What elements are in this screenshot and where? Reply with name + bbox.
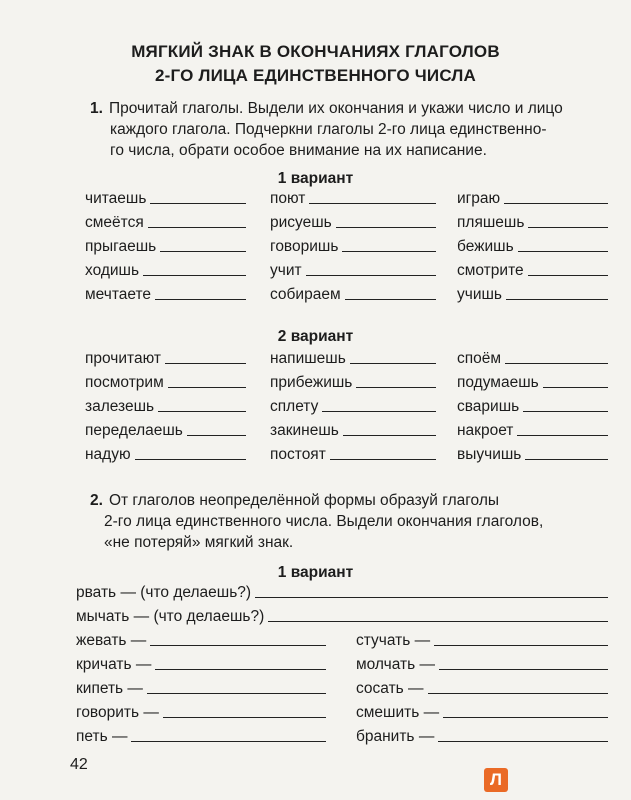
word-with-blank — [270, 238, 436, 256]
verb-word: учит — [270, 262, 302, 279]
verb-word: сплету — [270, 398, 319, 415]
verb-word: учишь — [457, 286, 502, 303]
answer-blank[interactable] — [345, 298, 436, 300]
verb-word: закинешь — [270, 422, 339, 439]
word-with-blank — [457, 398, 608, 416]
verb-word: смотрите — [457, 262, 524, 279]
word-with-blank — [356, 728, 608, 746]
word-with-blank — [76, 656, 326, 674]
answer-blank[interactable] — [518, 250, 608, 252]
answer-blank[interactable] — [135, 458, 246, 460]
verb-word: рисуешь — [270, 214, 332, 231]
word-with-blank — [85, 350, 246, 368]
task-2-variant-heading: 1 вариант — [277, 564, 354, 581]
word-with-blank — [270, 214, 436, 232]
answer-blank[interactable] — [165, 362, 246, 364]
verb-word: мычать — (что делаешь?) — [76, 608, 265, 625]
task-1-instructions — [90, 98, 610, 161]
verb-word: подумаешь — [457, 374, 539, 391]
verb-word: постоят — [270, 446, 326, 463]
verb-word: выучишь — [457, 446, 522, 463]
word-with-blank — [457, 286, 608, 304]
answer-blank[interactable] — [158, 410, 246, 412]
verb-word: прыгаешь — [85, 238, 157, 255]
page-title-line-2: 2-ГО ЛИЦА ЕДИНСТВЕННОГО ЧИСЛА — [155, 66, 476, 85]
answer-blank[interactable] — [342, 250, 436, 252]
answer-blank[interactable] — [528, 226, 608, 228]
word-with-blank — [76, 680, 326, 698]
answer-blank[interactable] — [356, 386, 436, 388]
word-with-blank — [356, 680, 608, 698]
word-with-blank — [457, 374, 608, 392]
verb-word: сосать — — [356, 680, 424, 697]
answer-blank[interactable] — [443, 716, 608, 718]
verb-word: говоришь — [270, 238, 339, 255]
answer-blank[interactable] — [438, 740, 608, 742]
answer-blank[interactable] — [523, 410, 608, 412]
word-with-blank — [85, 262, 246, 280]
verb-word: говорить — — [76, 704, 159, 721]
answer-blank[interactable] — [543, 386, 608, 388]
word-with-blank — [270, 446, 436, 464]
task-text-line: От глаголов неопределённой формы образуй глаголы — [108, 492, 500, 509]
verb-word: молчать — — [356, 656, 435, 673]
answer-blank[interactable] — [160, 250, 246, 252]
verb-word: жевать — — [76, 632, 147, 649]
word-with-blank — [85, 374, 246, 392]
answer-blank[interactable] — [350, 362, 436, 364]
word-with-blank — [270, 262, 436, 280]
word-with-blank — [85, 238, 246, 256]
verb-word: играю — [457, 190, 501, 207]
answer-blank[interactable] — [150, 644, 326, 646]
verb-word: ходишь — [85, 262, 140, 279]
word-with-blank — [270, 422, 436, 440]
answer-blank[interactable] — [143, 274, 246, 276]
word-with-blank — [85, 190, 246, 208]
task-text-line: 2-го лица единственного числа. Выдели окончания глаголов, — [104, 513, 544, 530]
verb-word: споём — [457, 350, 502, 367]
answer-blank[interactable] — [439, 668, 608, 670]
answer-blank[interactable] — [148, 226, 246, 228]
answer-blank[interactable] — [336, 226, 436, 228]
task-text-line: «не потеряй» мягкий знак. — [104, 534, 294, 551]
verb-word: напишешь — [270, 350, 346, 367]
answer-blank[interactable] — [131, 740, 326, 742]
answer-blank[interactable] — [168, 386, 246, 388]
verb-word: смешить — — [356, 704, 440, 721]
publisher-logo-icon: Л — [484, 768, 508, 792]
word-with-blank — [270, 190, 436, 208]
verb-word: мечтаете — [85, 286, 152, 303]
answer-blank[interactable] — [505, 362, 608, 364]
answer-blank[interactable] — [428, 692, 608, 694]
answer-blank[interactable] — [525, 458, 608, 460]
answer-blank[interactable] — [187, 434, 246, 436]
verb-word: сваришь — [457, 398, 520, 415]
word-with-blank — [85, 286, 246, 304]
word-with-blank — [270, 374, 436, 392]
word-with-blank — [270, 398, 436, 416]
verb-word: прибежишь — [270, 374, 353, 391]
page-number: 42 — [70, 756, 88, 773]
verb-word: собираем — [270, 286, 341, 303]
answer-blank[interactable] — [155, 668, 326, 670]
verb-word: кричать — — [76, 656, 152, 673]
answer-blank[interactable] — [309, 202, 436, 204]
verb-word: стучать — — [356, 632, 431, 649]
word-with-blank — [76, 608, 608, 626]
verb-word: кипеть — — [76, 680, 143, 697]
answer-blank[interactable] — [330, 458, 436, 460]
word-with-blank — [356, 656, 608, 674]
task-number: 1. — [90, 100, 103, 117]
answer-blank[interactable] — [155, 298, 246, 300]
task-text-line: го числа, обрати особое внимание на их написание. — [110, 142, 487, 159]
word-with-blank — [457, 350, 608, 368]
answer-blank[interactable] — [306, 274, 436, 276]
word-with-blank — [76, 728, 326, 746]
answer-blank[interactable] — [255, 596, 608, 598]
verb-word: посмотрим — [85, 374, 164, 391]
verb-word: бранить — — [356, 728, 435, 745]
word-with-blank — [457, 446, 608, 464]
word-with-blank — [85, 446, 246, 464]
word-with-blank — [356, 704, 608, 722]
word-with-blank — [85, 422, 246, 440]
verb-word: бежишь — [457, 238, 514, 255]
task-number: 2. — [90, 492, 103, 509]
word-with-blank — [457, 238, 608, 256]
answer-blank[interactable] — [322, 410, 436, 412]
answer-blank[interactable] — [147, 692, 326, 694]
task-text-line: Прочитай глаголы. Выдели их окончания и укажи число и лицо — [108, 100, 563, 117]
answer-blank[interactable] — [528, 274, 608, 276]
verb-word: смеётся — [85, 214, 144, 231]
variant-2-heading: 2 вариант — [277, 328, 354, 345]
word-with-blank — [457, 214, 608, 232]
verb-word: прочитают — [85, 350, 161, 367]
word-with-blank — [76, 584, 608, 602]
verb-word: накроет — [457, 422, 514, 439]
page-title-line-1: МЯГКИЙ ЗНАК В ОКОНЧАНИЯХ ГЛАГОЛОВ — [131, 42, 500, 61]
word-with-blank — [457, 422, 608, 440]
verb-word: залезешь — [85, 398, 155, 415]
answer-blank[interactable] — [268, 620, 608, 622]
verb-word: петь — — [76, 728, 128, 745]
verb-word: пляшешь — [457, 214, 525, 231]
word-with-blank — [76, 632, 326, 650]
answer-blank[interactable] — [504, 202, 608, 204]
answer-blank[interactable] — [343, 434, 436, 436]
verb-word: читаешь — [85, 190, 147, 207]
answer-blank[interactable] — [163, 716, 326, 718]
task-2-instructions — [90, 490, 615, 553]
word-with-blank — [85, 398, 246, 416]
variant-1-heading: 1 вариант — [277, 170, 354, 187]
verb-word: поют — [270, 190, 306, 207]
word-with-blank — [270, 350, 436, 368]
word-with-blank — [457, 262, 608, 280]
word-with-blank — [356, 632, 608, 650]
word-with-blank — [457, 190, 608, 208]
word-with-blank — [76, 704, 326, 722]
answer-blank[interactable] — [517, 434, 608, 436]
verb-word: переделаешь — [85, 422, 183, 439]
verb-word: надую — [85, 446, 131, 463]
answer-blank[interactable] — [506, 298, 608, 300]
word-with-blank — [85, 214, 246, 232]
answer-blank[interactable] — [434, 644, 608, 646]
word-with-blank — [270, 286, 436, 304]
answer-blank[interactable] — [150, 202, 246, 204]
task-text-line: каждого глагола. Подчеркни глаголы 2-го лица единственно- — [110, 121, 547, 138]
verb-word: рвать — (что делаешь?) — [76, 584, 252, 601]
